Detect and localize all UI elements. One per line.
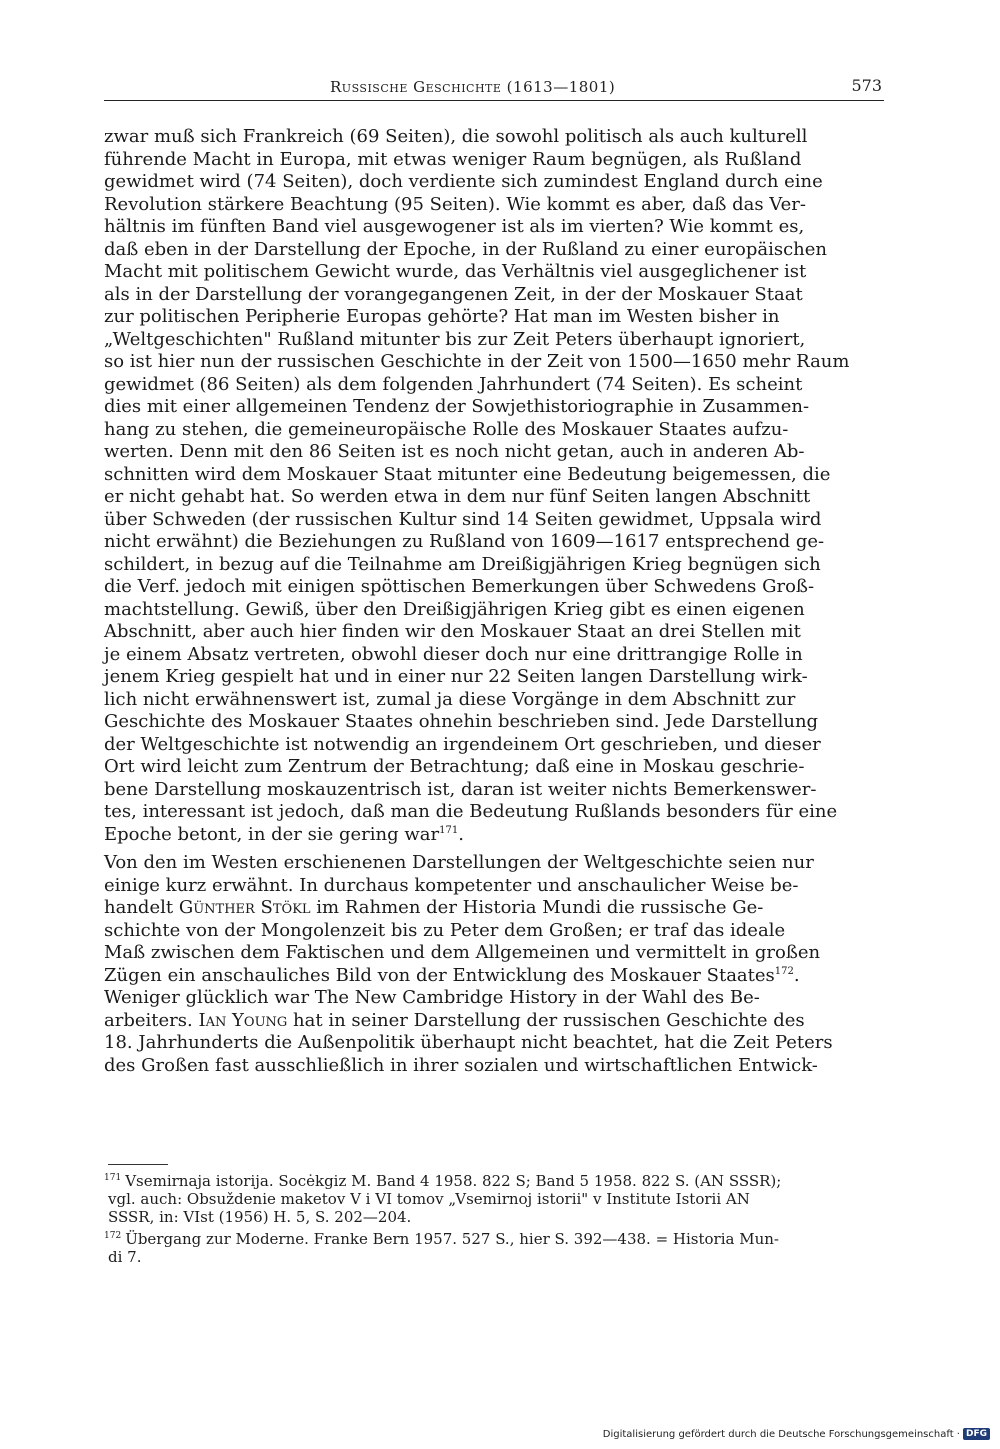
text-line: Ort wird leicht zum Zentrum der Betrachtung; daß eine in Moskau geschrie- xyxy=(104,756,805,777)
text-line: bene Darstellung moskauzentrisch ist, daran ist weiter nichts Bemerkenswer- xyxy=(104,778,817,800)
footnote-number: 171 xyxy=(104,1173,122,1183)
footnote-ref-171[interactable]: 171 xyxy=(439,824,459,836)
footnote-number: 172 xyxy=(104,1231,122,1241)
header-rule xyxy=(104,100,884,101)
text-line: handelt Günther Stökl im Rahmen der Historia Mundi die russische Ge- xyxy=(104,897,764,918)
text-line: Geschichte des Moskauer Staates ohnehin beschrieben sind. Jede Darstellung xyxy=(104,711,819,732)
footnote-line: di 7. xyxy=(108,1248,142,1266)
paragraph-1-last-line: Epoche betont, in der sie gering war$^{171}$. xyxy=(104,823,464,845)
text-line: Maß zwischen dem Faktischen und dem Allgemeinen und vermittelt in großen xyxy=(104,942,821,963)
paragraph-2 xyxy=(104,852,890,1077)
footnote-line: $^{172}$ Übergang zur Moderne. Franke Bern 1957. 527 S., hier S. 392—438. = Historia Mun- xyxy=(104,1230,779,1248)
running-header xyxy=(104,72,884,102)
text-line: machtstellung. Gewiß, über den Dreißigjährigen Krieg gibt es einen eigenen xyxy=(104,598,805,620)
text-line: gewidmet wird (74 Seiten), doch verdiente sich zumindest England durch eine xyxy=(104,171,823,192)
text-line: er nicht gehabt hat. So werden etwa in dem nur fünf Seiten langen Abschnitt xyxy=(104,486,811,507)
running-title: Russische Geschichte (1613—1801) xyxy=(330,78,616,96)
text-line: tes, interessant ist jedoch, daß man die Bedeutung Rußlands besonders für eine xyxy=(104,801,838,822)
text-line: hang zu stehen, die gemeineuropäische Rolle des Moskauer Staates aufzu- xyxy=(104,418,789,440)
footnote-line: SSSR, in: VIst (1956) H. 5, S. 202—204. xyxy=(108,1208,412,1226)
paragraph-1 xyxy=(104,126,890,824)
dfg-logo: DFG xyxy=(963,1428,990,1440)
footnote-171 xyxy=(104,1172,890,1226)
digitization-credit xyxy=(603,1428,990,1440)
text-line: Weniger glücklich war The New Cambridge History in der Wahl des Be- xyxy=(104,987,760,1008)
text-line: werten. Denn mit den 86 Seiten ist es noch nicht getan, auch in anderen Ab- xyxy=(104,441,805,462)
credit-text: Digitalisierung gefördert durch die Deutsche Forschungsgemeinschaft · xyxy=(602,1428,960,1440)
footnote-separator xyxy=(108,1164,168,1165)
footnote-line: $^{171}$ Vsemirnaja istorija. Socėkgiz M. Band 4 1958. 822 S; Band 5 1958. 822 S. (AN SSSR); xyxy=(104,1172,782,1190)
text-line: gewidmet (86 Seiten) als dem folgenden Jahrhundert (74 Seiten). Es scheint xyxy=(104,373,803,395)
text-line: führende Macht in Europa, mit etwas weniger Raum begnügen, als Rußland xyxy=(104,148,802,170)
text-line: zur politischen Peripherie Europas gehörte? Hat man im Westen bisher in xyxy=(104,306,780,327)
text-line: schildert, in bezug auf die Teilnahme am Dreißigjährigen Krieg begnügen sich xyxy=(104,553,821,575)
main-text xyxy=(104,126,890,1077)
text-line: dies mit einer allgemeinen Tendenz der Sowjethistoriographie in Zusammen- xyxy=(104,396,810,417)
text-line: die Verf. jedoch mit einigen spöttischen Bemerkungen über Schwedens Groß- xyxy=(104,576,815,597)
text-line: 18. Jahrhunderts die Außenpolitik überhaupt nicht beachtet, hat die Zeit Peters xyxy=(104,1032,833,1053)
text-line: Revolution stärkere Beachtung (95 Seiten). Wie kommt es aber, daß das Ver- xyxy=(104,193,806,215)
text-line: „Weltgeschichten" Rußland mitunter bis zur Zeit Peters überhaupt ignoriert, xyxy=(104,328,806,350)
text-line: lich nicht erwähnenswert ist, zumal ja diese Vorgänge in dem Abschnitt zur xyxy=(104,688,796,710)
text-line: Von den im Westen erschienenen Darstellungen der Weltgeschichte seien nur xyxy=(104,852,814,873)
text-line: einige kurz erwähnt. In durchaus kompetenter und anschaulicher Weise be- xyxy=(104,874,799,896)
text-line: als in der Darstellung der vorangegangenen Zeit, in der der Moskauer Staat xyxy=(104,283,803,305)
text-line: der Weltgeschichte ist notwendig an irgendeinem Ort geschrieben, und dieser xyxy=(104,733,821,755)
author-name: Ian Young xyxy=(198,1009,288,1031)
footnote-172 xyxy=(104,1230,890,1266)
text-line: so ist hier nun der russischen Geschichte in der Zeit von 1500—1650 mehr Raum xyxy=(104,351,850,372)
page-number: 573 xyxy=(851,76,882,95)
text-line: je einem Absatz vertreten, obwohl dieser doch nur eine drittrangige Rolle in xyxy=(104,643,803,665)
text-line: daß eben in der Darstellung der Epoche, in der Rußland zu einer europäischen xyxy=(104,238,828,260)
text-line: arbeiters. Ian Young hat in seiner Darstellung der russischen Geschichte des xyxy=(104,1009,805,1031)
footnote-ref-172[interactable]: 172 xyxy=(774,965,794,977)
text-line: nicht erwähnt) die Beziehungen zu Rußland von 1609—1617 entsprechend ge- xyxy=(104,531,825,552)
text-line: schnitten wird dem Moskauer Staat mitunter eine Bedeutung beigemessen, die xyxy=(104,463,831,485)
text-line: Macht mit politischem Gewicht wurde, das Verhältnis viel ausgeglichener ist xyxy=(104,261,807,282)
text-line: Zügen ein anschauliches Bild von der Entwicklung des Moskauer Staates$^{172}$. xyxy=(104,964,800,986)
author-name: Günther Stökl xyxy=(178,897,311,918)
text-line: Abschnitt, aber auch hier finden wir den Moskauer Staat an drei Stellen mit xyxy=(104,621,801,642)
text-line: über Schweden (der russischen Kultur sind 14 Seiten gewidmet, Uppsala wird xyxy=(104,508,822,530)
text-line: schichte von der Mongolenzeit bis zu Peter dem Großen; er traf das ideale xyxy=(104,919,786,941)
footnote-line: vgl. auch: Obsuždenie maketov V i VI tomov „Vsemirnoj istorii" v Institute Istorii AN xyxy=(108,1190,750,1208)
text-line: des Großen fast ausschließlich in ihrer sozialen und wirtschaftlichen Entwick- xyxy=(104,1054,818,1076)
text-line: zwar muß sich Frankreich (69 Seiten), die sowohl politisch als auch kulturell xyxy=(104,126,808,147)
text-line: jenem Krieg gespielt hat und in einer nur 22 Seiten langen Darstellung wirk- xyxy=(104,666,808,687)
footnotes xyxy=(104,1172,890,1266)
text-line: hältnis im fünften Band viel ausgewogener ist als im vierten? Wie kommt es, xyxy=(104,216,805,237)
